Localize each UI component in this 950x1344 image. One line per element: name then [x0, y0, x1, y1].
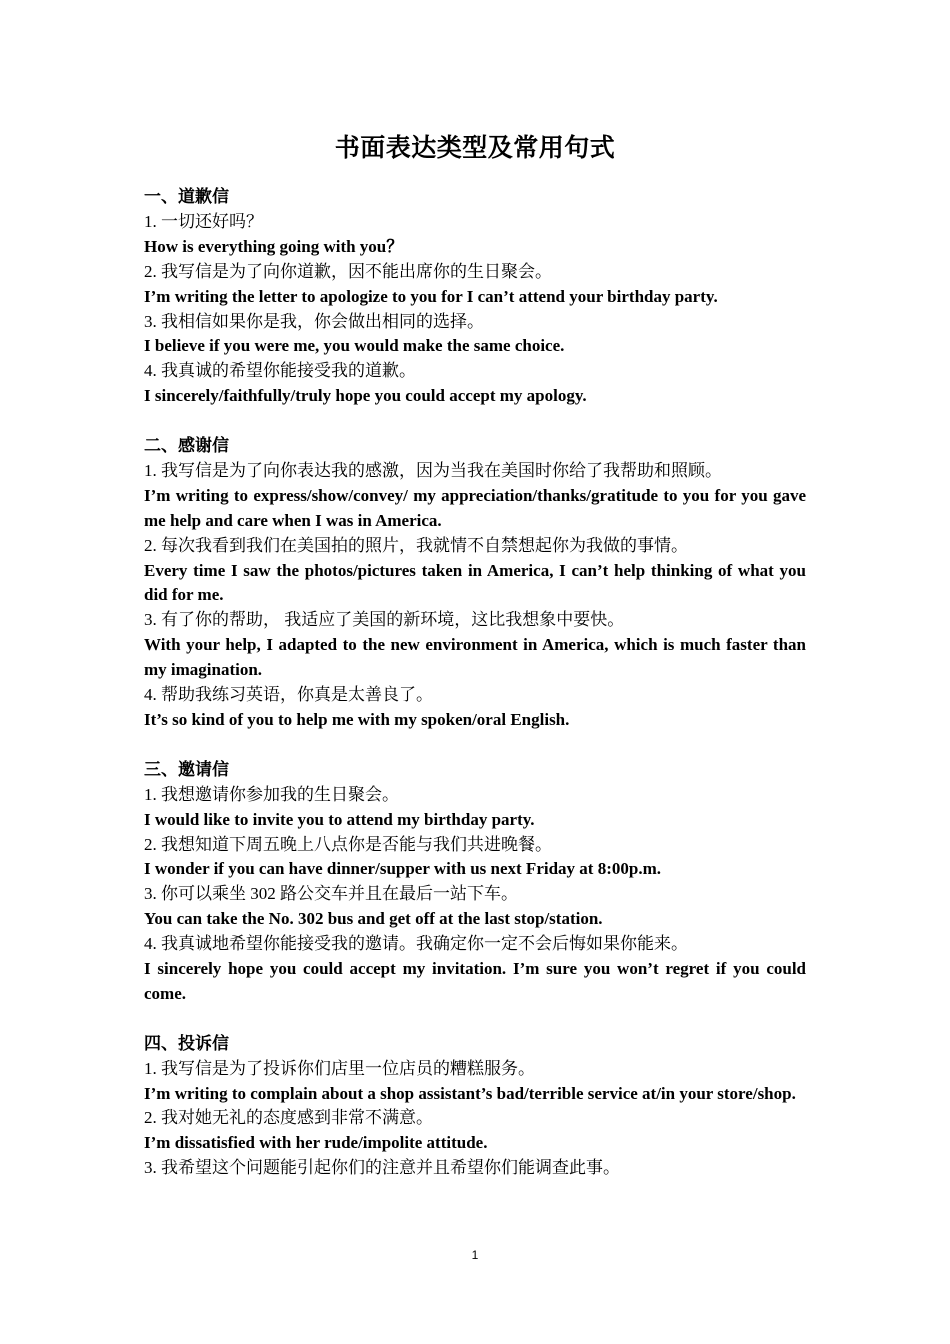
english-sentence: With your help, I adapted to the new environment in America, which is much faster than my imagination.: [144, 635, 806, 680]
english-sentence: You can take the No. 302 bus and get off at the last stop/station.: [144, 909, 603, 929]
document-body: [144, 185, 806, 1181]
chinese-sentence: 4. 我真诚地希望你能接受我的邀请。我确定你一定不会后悔如果你能来。: [144, 934, 688, 954]
english-sentence: I wonder if you can have dinner/supper with us next Friday at 8:00p.m.: [144, 859, 661, 879]
english-sentence: I’m writing to complain about a shop assistant’s bad/terrible service at/in your store/shop.: [144, 1083, 796, 1103]
section-apology-letter: [144, 185, 806, 409]
chinese-sentence: 3. 你可以乘坐 302 路公交车并且在最后一站下车。: [144, 884, 518, 904]
section-heading: 三、邀请信: [144, 759, 229, 779]
chinese-sentence: 1. 我想邀请你参加我的生日聚会。: [144, 784, 399, 804]
chinese-sentence: 1. 一切还好吗？: [144, 211, 263, 231]
section-heading: 四、投诉信: [144, 1033, 229, 1053]
chinese-sentence: 3. 有了你的帮助， 我适应了美国的新环境，这比我想象中要快。: [144, 610, 625, 630]
chinese-sentence: 3. 我相信如果你是我，你会做出相同的选择。: [144, 311, 484, 331]
section-heading: 二、感谢信: [144, 436, 229, 456]
english-sentence: I sincerely/faithfully/truly hope you could accept my apology.: [144, 386, 587, 406]
english-sentence: Every time I saw the photos/pictures taken in America, I can’t help thinking of what you did for me.: [144, 560, 806, 605]
english-sentence: I’m dissatisfied with her rude/impolite attitude.: [144, 1133, 488, 1153]
chinese-sentence: 2. 我对她无礼的态度感到非常不满意。: [144, 1108, 433, 1128]
english-sentence: I’m writing the letter to apologize to you for I can’t attend your birthday party.: [144, 286, 718, 306]
page-number: 1: [471, 1248, 479, 1262]
english-sentence: How is everything going with you？: [144, 236, 404, 256]
english-sentence: I sincerely hope you could accept my invitation. I’m sure you won’t regret if you could come.: [144, 959, 806, 1003]
english-sentence: I believe if you were me, you would make the same choice.: [144, 336, 565, 356]
section-complaint-letter: [144, 1032, 806, 1181]
chinese-sentence: 2. 每次我看到我们在美国拍的照片，我就情不自禁想起你为我做的事情。: [144, 535, 688, 555]
chinese-sentence: 3. 我希望这个问题能引起你们的注意并且希望你们能调查此事。: [144, 1158, 620, 1178]
english-sentence: I’m writing to express/show/convey/ my appreciation/thanks/gratitude to you for you gave me help and care when I was in America.: [144, 485, 806, 530]
english-sentence: I would like to invite you to attend my birthday party.: [144, 809, 535, 829]
chinese-sentence: 4. 我真诚的希望你能接受我的道歉。: [144, 361, 416, 381]
chinese-sentence: 2. 我想知道下周五晚上八点你是否能与我们共进晚餐。: [144, 834, 552, 854]
section-thank-you-letter: [144, 434, 806, 733]
english-sentence: It’s so kind of you to help me with my spoken/oral English.: [144, 710, 570, 730]
section-heading: 一、道歉信: [144, 187, 229, 206]
chinese-sentence: 1. 我写信是为了向你表达我的感激，因为当我在美国时你给了我帮助和照顾。: [144, 460, 722, 480]
page-title: 书面表达类型及常用句式: [334, 135, 616, 162]
chinese-sentence: 2. 我写信是为了向你道歉，因不能出席你的生日聚会。: [144, 261, 552, 281]
chinese-sentence: 1. 我写信是为了投诉你们店里一位店员的糟糕服务。: [144, 1058, 535, 1078]
section-invitation-letter: [144, 758, 806, 1007]
chinese-sentence: 4. 帮助我练习英语，你真是太善良了。: [144, 685, 433, 705]
